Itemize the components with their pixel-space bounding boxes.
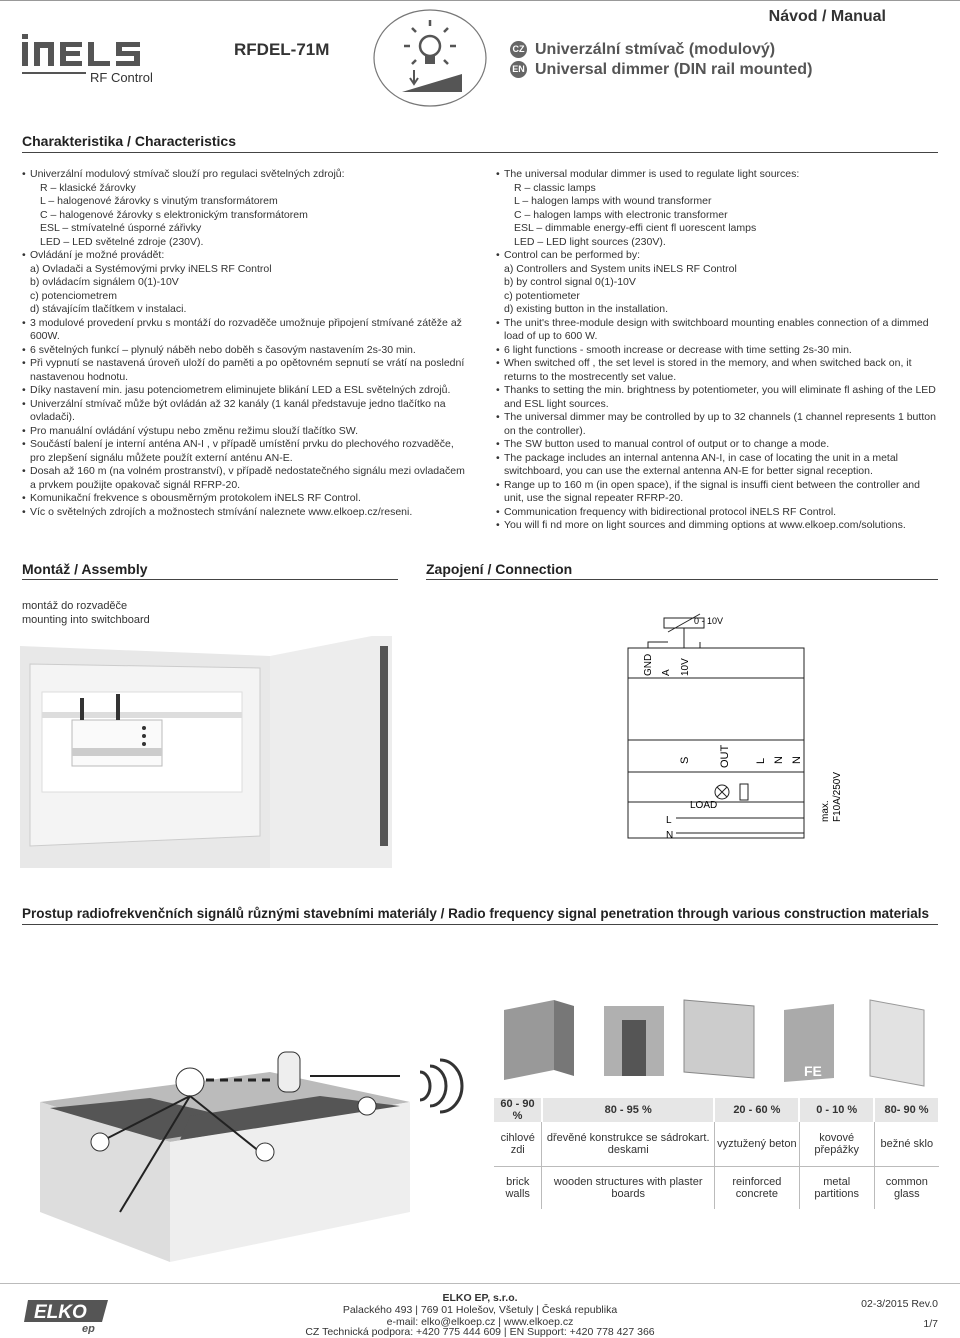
assembly-en: mounting into switchboard xyxy=(22,614,150,626)
manual-title: Návod / Manual xyxy=(768,8,886,25)
sub-item: LED – LED light sources (230V). xyxy=(514,235,666,248)
load-label: LOAD xyxy=(690,800,718,811)
bullet-item: • Range up to 160 m (in open space), if the signal is insuffi cient between the controller and unit, use the signal repeater RFRP-20. xyxy=(496,479,940,506)
assembly-heading: Montáž / Assembly xyxy=(22,561,148,577)
connection-rule xyxy=(426,579,938,580)
bullet-item: • You will fi nd more on light sources and dimming options at www.elkoep.com/solutions. xyxy=(496,519,940,533)
en-metal: metal partitions xyxy=(799,1167,874,1210)
bullet-item: • Díky nastavení min. jasu potenciometrem eliminujete blikání LED a ESL světelných zdrojů. xyxy=(22,384,470,398)
en-concrete: reinforced concrete xyxy=(714,1167,799,1210)
sub-item: a) Ovladači a Systémovými prvky iNELS RF Control xyxy=(30,262,272,275)
terminal-l: L xyxy=(755,757,767,764)
sub-item: a) Controllers and System units iNELS RF Control xyxy=(504,262,737,275)
bullet-item: • Communication frequency with bidirectional protocol iNELS RF Control. xyxy=(496,506,940,520)
bullet-item: • The SW button used to manual control of output or to change a mode. xyxy=(496,438,940,452)
sub-item: L – halogen lamps with wound transformer xyxy=(514,195,712,207)
characteristics-cz xyxy=(22,168,470,519)
bullet-item: • 6 světelných funkcí – plynulý náběh nebo doběh s časovým nastavením 2s-30 min. xyxy=(22,344,470,358)
pct-metal: 0 - 10 % xyxy=(799,1098,874,1122)
bullet-item: • Univerzální modulový stmívač slouží pro regulaci světelných zdrojů: xyxy=(22,168,470,182)
bullet-item: • When switched off , the set level is stored in the memory, and when switched back on, it returns to the mostrecently set value. xyxy=(496,357,940,384)
sub-item: c) potentiometer xyxy=(504,289,580,302)
terminal-a: A xyxy=(661,669,672,676)
bullet-item: • Univerzální stmívač může být ovládán až 32 kanály (1 kanál představuje jedno tlačítko na ovladači). xyxy=(22,398,470,425)
terminal-out: OUT xyxy=(719,744,731,768)
terminal-s: S xyxy=(679,756,691,764)
en-glass: common glass xyxy=(874,1167,939,1210)
elko-logo-sub: ep xyxy=(82,1323,95,1334)
max-label: max. xyxy=(820,800,831,822)
company-name: ELKO EP, s.r.o. xyxy=(442,1292,518,1304)
assembly-cz: montáž do rozvaděče xyxy=(22,600,128,612)
terminal-n1: N xyxy=(773,756,785,764)
wiring-diagram xyxy=(624,612,844,852)
title-cz-text: Univerzální stmívač (modulový) xyxy=(535,41,776,58)
sub-item: R – klasické žárovky xyxy=(40,181,136,194)
page-number: 1/7 xyxy=(923,1318,938,1330)
assembly-rule xyxy=(22,579,398,580)
terminal-10v: 10V xyxy=(680,658,691,676)
logo-subtitle: RF Control xyxy=(90,70,153,85)
connection-heading: Zapojení / Connection xyxy=(426,561,573,577)
title-en xyxy=(510,61,812,79)
materials-table xyxy=(494,1098,940,1209)
sub-item: b) ovládacím signálem 0(1)-10V xyxy=(30,276,179,288)
title-cz xyxy=(510,41,775,59)
pct-concrete: 20 - 60 % xyxy=(714,1098,799,1122)
en-brick: brick walls xyxy=(494,1167,542,1210)
bullet-item: • Ovládání je možné provádět: xyxy=(22,249,470,263)
cz-metal: kovové přepážky xyxy=(799,1122,874,1167)
en-wood: wooden structures with plaster boards xyxy=(542,1167,715,1210)
radio-rule xyxy=(22,924,938,925)
bullet-item: • Dosah až 160 m (na volném prostranství), v případě nedostatečného signálu mezi ovladačem a prvkem použijte opakovač signál RFRP-20. xyxy=(22,465,470,492)
cz-concrete: vyztužený beton xyxy=(714,1122,799,1167)
sub-item: d) existing button in the installation. xyxy=(504,303,669,315)
bullet-item: • 6 light functions - smooth increase or decrease with time setting 2s-30 min. xyxy=(496,344,940,358)
characteristics-rule xyxy=(22,152,938,153)
sub-item: ESL – stmívatelné úsporné zářivky xyxy=(40,222,202,234)
dimmer-bulb-icon xyxy=(372,8,488,108)
elko-logo-text: ELKO xyxy=(34,1302,87,1323)
wiring-range-label: 0 - 10V xyxy=(694,616,724,626)
bullet-item: • Při vypnutí se nastavená úroveň uloží do paměti a po opětovném sepnutí se vrátí na poslední nastavenou hodnotu. xyxy=(22,357,470,384)
bullet-item: • Komunikační frekvence s obousměrným protokolem iNELS RF Control. xyxy=(22,492,470,506)
bullet-item: • 3 modulové provedení prvku s montáží do rozvaděče umožnuje připojení stmívané zátěže až 600W. xyxy=(22,317,470,344)
wire-n-label: N xyxy=(666,830,674,841)
fe-label: FE xyxy=(804,1063,822,1079)
cz-glass: bežné sklo xyxy=(874,1122,939,1167)
cz-flag-icon: CZ xyxy=(510,41,527,58)
title-en-text: Universal dimmer (DIN rail mounted) xyxy=(535,61,813,78)
pct-wood: 80 - 95 % xyxy=(542,1098,715,1122)
bullet-item: • The package includes an internal antenna AN-I, in case of locating the unit in a metal switchboard, you can use the external antenna AN-E for better signal reception. xyxy=(496,452,940,479)
sub-item: L – halogenové žárovky s vinutým transformátorem xyxy=(40,195,278,207)
top-rule xyxy=(0,0,960,1)
terminal-n2: N xyxy=(791,756,803,764)
footer-rule xyxy=(0,1283,960,1284)
bullet-item: • Thanks to setting the min. brightness by potentiometer, you will eliminate fl ashing of the LED and ESL light sources. xyxy=(496,384,940,411)
pct-glass: 80- 90 % xyxy=(874,1098,939,1122)
company-address: Palackého 493 | 769 01 Holešov, Všetuly | Česká republika xyxy=(342,1304,618,1316)
bullet-item: • Víc o světelných zdrojích a možnostech stmívání naleznete www.elkoep.cz/reseni. xyxy=(22,506,470,520)
model-number: RFDEL-71M xyxy=(234,40,330,59)
radio-heading: Prostup radiofrekvenčních signálů různými stavebními materiály / Radio frequency signal penetration through various construction materials xyxy=(22,906,929,921)
sub-item: LED – LED světelné zdroje (230V). xyxy=(40,235,204,248)
sub-item: c) potenciometrem xyxy=(30,289,117,302)
bullet-item: • The universal dimmer may be controlled by up to 32 channels (1 channel represents 1 button on the controller). xyxy=(496,411,940,438)
elko-logo xyxy=(24,1296,114,1334)
pct-brick: 60 - 90 % xyxy=(494,1098,542,1122)
wire-l-label: L xyxy=(666,815,672,826)
sub-item: ESL – dimmable energy-effi cient fl uorescent lamps xyxy=(514,222,757,234)
sub-item: C – halogen lamps with electronic transformer xyxy=(514,208,728,221)
company-support: CZ Technická podpora: +420 775 444 609 | EN Support: +420 778 427 366 xyxy=(305,1326,655,1338)
bullet-item: • The universal modular dimmer is used to regulate light sources: xyxy=(496,168,940,182)
terminal-gnd: GND xyxy=(643,653,654,676)
bullet-item: • Pro manuální ovládání výstupu nebo změnu režimu slouží tlačítko SW. xyxy=(22,425,470,439)
cz-brick: cihlové zdi xyxy=(500,1132,535,1156)
characteristics-heading: Charakteristika / Characteristics xyxy=(22,133,236,149)
characteristics-en xyxy=(496,168,940,533)
revision: 02-3/2015 Rev.0 xyxy=(861,1298,938,1310)
sub-item: d) stávajícím tlačítkem v instalaci. xyxy=(30,303,187,315)
sub-item: b) by control signal 0(1)-10V xyxy=(504,276,636,288)
switchboard-illustration xyxy=(20,636,400,868)
en-flag-icon: EN xyxy=(510,61,527,78)
company-email: e-mail: elko@elkoep.cz | www.elkoep.cz xyxy=(386,1316,574,1328)
bullet-item: • Součástí balení je interní anténa AN-I , v případě umístění prvku do plechového rozvaděče, pro zlepšení signálu můžete použít externí anténu AN-E. xyxy=(22,438,470,465)
house-signal-illustration xyxy=(20,1012,490,1272)
bullet-item: • The unit's three-module design with switchboard mounting enables connection of a dimmed load of up to 600 W. xyxy=(496,317,940,344)
fuse-label: F10A/250V xyxy=(832,771,843,822)
sub-item: R – classic lamps xyxy=(514,181,596,194)
sub-item: C – halogenové žárovky s elektronickým transformátorem xyxy=(40,208,308,221)
materials-illustration xyxy=(494,990,940,1094)
cz-wood: dřevěné konstrukce se sádrokart. deskami xyxy=(542,1122,715,1167)
bullet-item: • Control can be performed by: xyxy=(496,249,940,263)
